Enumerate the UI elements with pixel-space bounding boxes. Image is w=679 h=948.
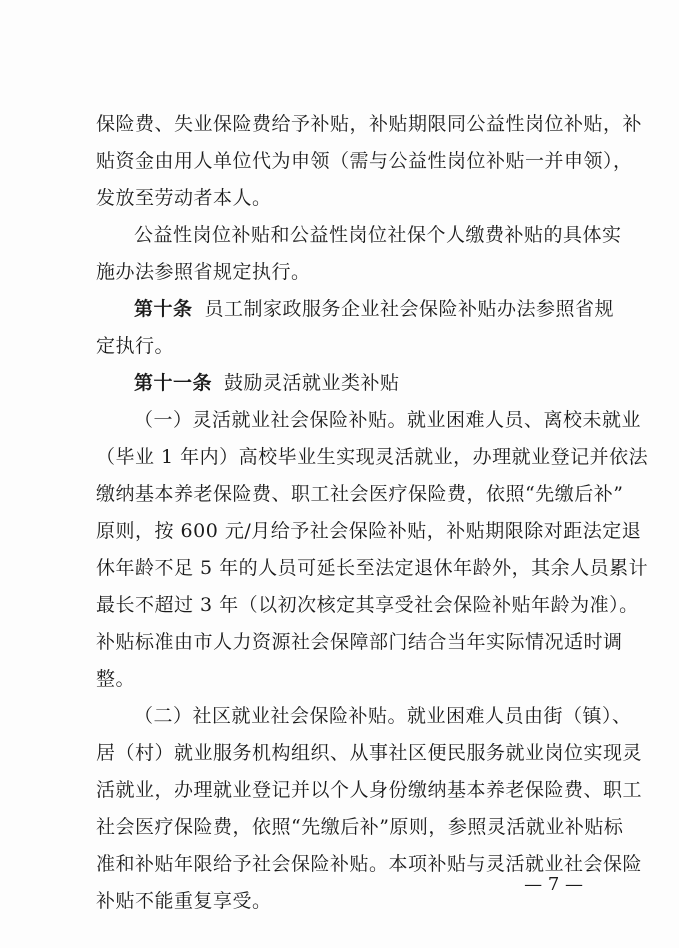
text-line: 保险费、失业保险费给予补贴，补贴期限同公益性岗位补贴，补 xyxy=(96,113,643,135)
text-line: 整。 xyxy=(96,668,136,690)
article-10-line xyxy=(134,291,615,327)
text-line: 最长不超过 3 年（以初次核定其享受社会保险补贴年龄为准）。 xyxy=(96,594,639,616)
page-number: — 7 — xyxy=(524,874,583,895)
text-line: 原则，按 600 元/月给予社会保险补贴，补贴期限除对距法定退 xyxy=(96,520,642,542)
text-line: 社会医疗保险费，依照“先缴后补”原则，参照灵活就业补贴标 xyxy=(96,816,624,838)
text-line: 贴资金由用人单位代为申领（需与公益性岗位补贴一并申领）， xyxy=(96,150,633,172)
text-line: 发放至劳动者本人。 xyxy=(96,187,272,209)
text-line: 公益性岗位补贴和公益性岗位社保个人缴费补贴的具体实 xyxy=(134,224,622,246)
text-line: （二）社区就业社会保险补贴。就业困难人员由街（镇）、 xyxy=(134,705,632,727)
text-line: 缴纳基本养老保险费、职工社会医疗保险费，依照“先缴后补” xyxy=(96,483,624,505)
text-line: 施办法参照省规定执行。 xyxy=(96,261,311,283)
text-line: 居（村）就业服务机构组织、从事社区便民服务就业岗位实现灵 xyxy=(96,742,643,764)
article-11-label: 第十一条 xyxy=(134,372,213,394)
text-line: （一）灵活就业社会保险补贴。就业困难人员、离校未就业 xyxy=(134,409,642,431)
text-line: 活就业，办理就业登记并以个人身份缴纳基本养老保险费、职工 xyxy=(96,779,643,801)
text-line: 补贴不能重复享受。 xyxy=(96,890,272,912)
text-line: 鼓励灵活就业类补贴 xyxy=(224,372,400,394)
text-line: 定执行。 xyxy=(96,335,175,357)
text-line: （毕业 1 年内）高校毕业生实现灵活就业，办理就业登记并依法 xyxy=(96,446,649,468)
text-line: 补贴标准由市人力资源社会保障部门结合当年实际情况适时调 xyxy=(96,631,623,653)
text-line: 准和补贴年限给予社会保险补贴。本项补贴与灵活就业社会保险 xyxy=(96,853,643,875)
text-line: 员工制家政服务企业社会保险补贴办法参照省规 xyxy=(204,298,615,320)
text-line: 休年龄不足 5 年的人员可延长至法定退休年龄外，其余人员累计 xyxy=(96,557,649,579)
article-10-label: 第十条 xyxy=(134,298,193,320)
article-11-line xyxy=(134,365,596,401)
